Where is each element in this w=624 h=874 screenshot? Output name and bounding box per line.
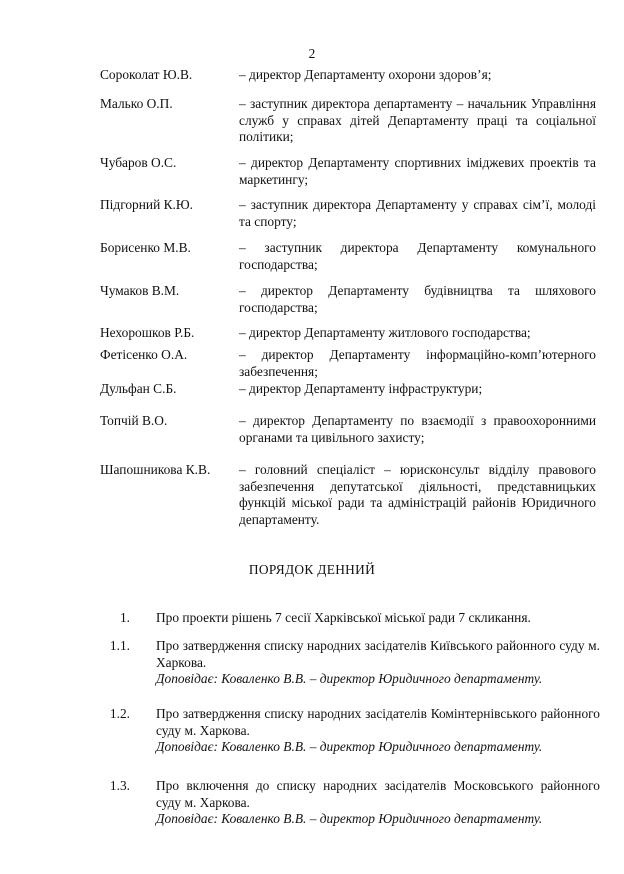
agenda-speaker: Доповідає: Коваленко В.В. – директор Юридичного департаменту. xyxy=(156,811,543,826)
attendee-role: – директор Департаменту охорони здоров’я; xyxy=(239,67,492,82)
agenda-text xyxy=(156,610,600,627)
agenda-text xyxy=(156,638,600,688)
attendee-role: – директор Департаменту спортивних іміджевих проектів та маркетингу; xyxy=(239,155,596,187)
attendee-role: – заступник директора Департаменту у справах сім’ї, молоді та спорту; xyxy=(239,197,596,229)
agenda-number: 1.2. xyxy=(109,706,130,721)
agenda-number: 1.1. xyxy=(109,638,130,653)
agenda-title: Про затвердження списку народних засідателів Київського районного суду м. Харкова. xyxy=(156,638,600,670)
attendee-role: – директор Департаменту по взаємодії з правоохоронними органами та цивільного захисту; xyxy=(239,413,596,445)
agenda-speaker: Доповідає: Коваленко В.В. – директор Юридичного департаменту. xyxy=(156,739,543,754)
agenda-title: Про включення до списку народних засідателів Московського районного суду м. Харкова. xyxy=(156,778,600,810)
agenda-number: 1. xyxy=(119,610,130,625)
attendee-name: Сороколат Ю.В. xyxy=(100,67,193,82)
page-number: 2 xyxy=(308,46,316,61)
agenda-title: Про проекти рішень 7 сесії Харківської міської ради 7 скликання. xyxy=(156,610,531,625)
attendee-name: Борисенко М.В. xyxy=(100,240,191,255)
attendee-role: – директор Департаменту житлового господарства; xyxy=(239,325,531,340)
attendee-name: Підгорний К.Ю. xyxy=(100,197,193,212)
attendee-role: – директор Департаменту будівництва та шляхового господарства; xyxy=(239,283,596,315)
attendee-name: Малько О.П. xyxy=(100,96,173,111)
attendee-role: – заступник директора департаменту – начальник Управління служб у справах дітей Департаменту праці та соціальної політики; xyxy=(239,96,596,144)
attendee-name: Фетісенко О.А. xyxy=(100,347,188,362)
attendee-role: – директор Департаменту інформаційно-комп’ютерного забезпечення; xyxy=(239,347,596,379)
attendee-name: Топчій В.О. xyxy=(100,413,168,428)
agenda-heading: ПОРЯДОК ДЕННИЙ xyxy=(248,562,376,577)
attendee-name: Нехорошков Р.Б. xyxy=(100,325,195,340)
attendee-role: – головний спеціаліст – юрисконсульт відділу правового забезпечення депутатської діяльності, представницьких функцій міської ради та адміністрацій районів Юридичного департаменту. xyxy=(239,462,596,527)
attendee-role: – заступник директора Департаменту комунального господарства; xyxy=(239,240,596,272)
attendee-name: Шапошникова К.В. xyxy=(100,462,211,477)
attendee-name: Чубаров О.С. xyxy=(100,155,177,170)
agenda-number: 1.3. xyxy=(109,778,130,793)
agenda-title: Про затвердження списку народних засідателів Комінтернівського районного суду м. Харкова. xyxy=(156,706,600,738)
agenda-speaker: Доповідає: Коваленко В.В. – директор Юридичного департаменту. xyxy=(156,671,543,686)
agenda-text xyxy=(156,778,600,828)
attendee-name: Чумаков В.М. xyxy=(100,283,180,298)
attendee-role: – директор Департаменту інфраструктури; xyxy=(239,381,483,396)
attendee-name: Дульфан С.Б. xyxy=(100,381,177,396)
agenda-text xyxy=(156,706,600,756)
